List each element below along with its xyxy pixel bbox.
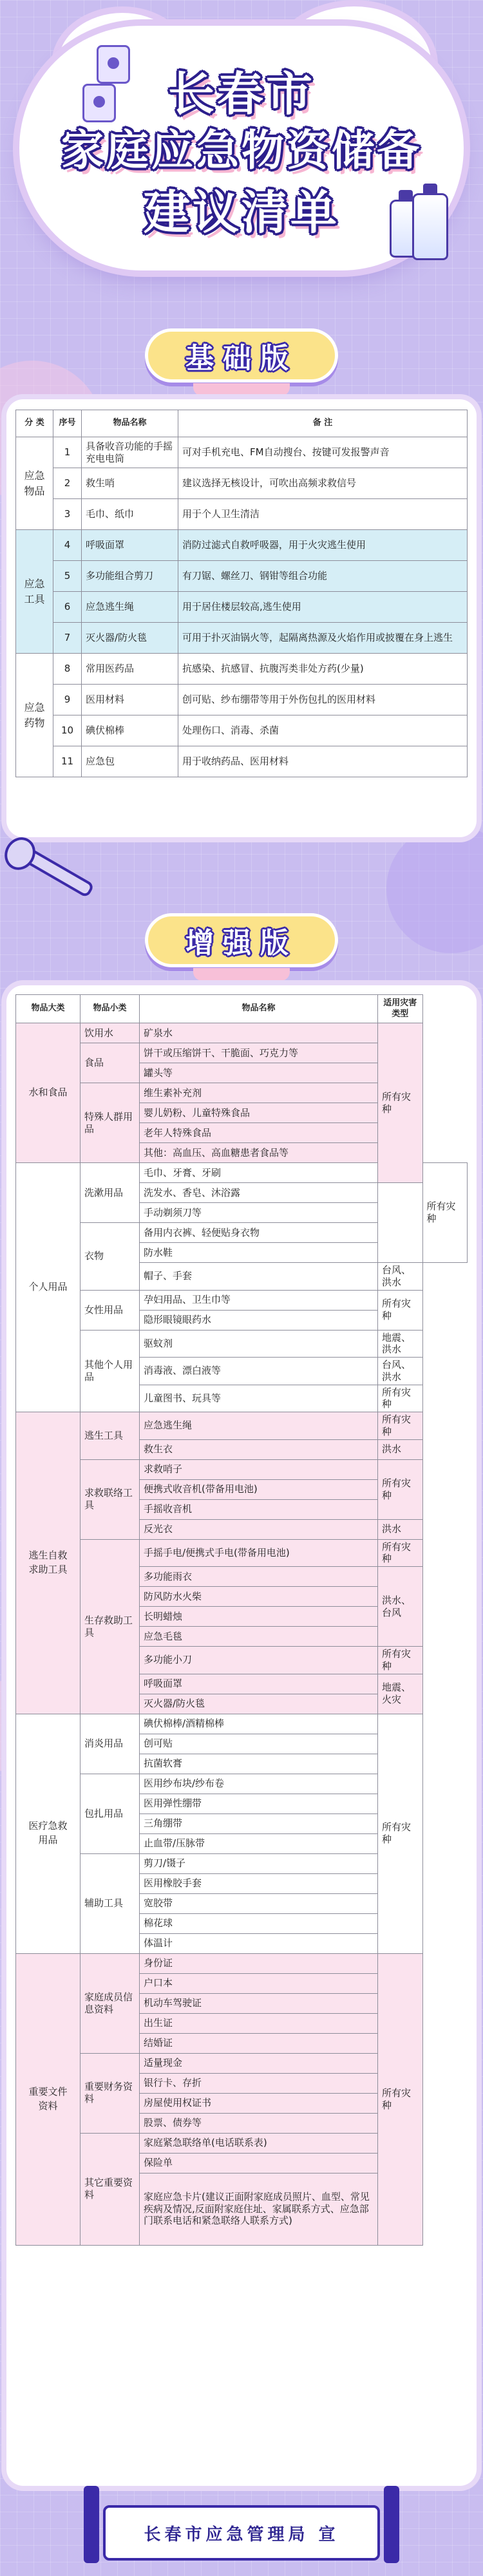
- sub-category-cell: 包扎用品: [80, 1774, 140, 1853]
- item-name: 家庭应急卡片(建议正面附家庭成员照片、血型、常见疾病及情况,反面附家庭住址、家属联系方式、应急部门联系电话和紧急联络人联系方式): [140, 2173, 378, 2245]
- hero-header: [0, 0, 483, 322]
- item-name: 保险单: [140, 2153, 378, 2173]
- table-row: [16, 592, 468, 623]
- table-row: [16, 468, 468, 499]
- badge-tab-decoration: [193, 968, 290, 981]
- enhanced-list-panel: [6, 985, 477, 2486]
- major-category-cell: 水和食品: [16, 1023, 80, 1163]
- basic-table-body: [16, 437, 468, 777]
- item-note: 创可贴、纱布绷带等用于外伤包扎的医用材料: [178, 685, 468, 715]
- item-name: 罐头等: [140, 1063, 378, 1083]
- hazard-type-cell: 地震、火灾: [378, 1674, 423, 1714]
- item-number: 5: [53, 561, 82, 592]
- item-name: 医用材料: [82, 685, 178, 715]
- item-name: 出生证: [140, 2013, 378, 2033]
- item-number: 2: [53, 468, 82, 499]
- major-category-cell: 重要文件资料: [16, 1953, 80, 2245]
- sub-category-cell: 特殊人群用品: [80, 1083, 140, 1163]
- item-name: 救生哨: [82, 468, 178, 499]
- enhanced-header-cell: 物品名称: [140, 995, 378, 1023]
- hazard-type-cell: 所有灾种: [378, 1459, 423, 1519]
- basic-table: [15, 410, 468, 777]
- major-category-cell: 医疗急救用品: [16, 1714, 80, 1953]
- item-number: 6: [53, 592, 82, 623]
- category-cell: 应急物品: [16, 437, 53, 530]
- item-name: 结婚证: [140, 2033, 378, 2053]
- basic-version-badge: 基础版: [145, 328, 338, 383]
- bg-blob: [386, 824, 483, 953]
- table-row: [16, 623, 468, 654]
- page-title-city: 长春市: [167, 67, 315, 121]
- item-name: 防风防水火柴: [140, 1587, 378, 1607]
- page-title-sub: 建议清单: [143, 185, 339, 240]
- item-name: 身份证: [140, 1953, 378, 1973]
- item-note: 建议选择无核设计，可吹出高频求救信号: [178, 468, 468, 499]
- sub-category-cell: 其他个人用品: [80, 1330, 140, 1412]
- basic-table-wrap: [15, 410, 468, 777]
- basic-header-row: [16, 410, 468, 437]
- table-row: [16, 499, 468, 530]
- item-name: 家庭紧急联络单(电话联系表): [140, 2133, 378, 2153]
- sub-category-cell: 家庭成员信息资料: [80, 1953, 140, 2053]
- item-name: 剪刀/镊子: [140, 1853, 378, 1873]
- footer-decoration: [84, 2486, 99, 2563]
- item-name: 隐形眼镜眼药水: [140, 1310, 378, 1330]
- item-name: 呼吸面罩: [82, 530, 178, 561]
- hazard-type-cell: 台风、洪水: [378, 1358, 423, 1385]
- item-name: 孕妇用品、卫生巾等: [140, 1290, 378, 1310]
- item-number: 7: [53, 623, 82, 654]
- basic-header-cell: 备 注: [178, 410, 468, 437]
- hazard-type-cell: 所有灾种: [422, 1163, 468, 1263]
- sub-category-cell: 女性用品: [80, 1290, 140, 1330]
- item-note: 抗感染、抗感冒、抗腹泻类非处方药(少量): [178, 654, 468, 685]
- item-name: 反光衣: [140, 1519, 378, 1539]
- item-name: 应急逃生绳: [82, 592, 178, 623]
- item-note: 用于居住楼层较高,逃生使用: [178, 592, 468, 623]
- item-note: 可用于扑灭油锅火等，起隔离热源及火焰作用或披覆在身上逃生: [178, 623, 468, 654]
- sub-category-cell: 逃生工具: [80, 1412, 140, 1460]
- badge-tab-decoration: [193, 383, 290, 396]
- major-category-cell: 逃生自救求助工具: [16, 1412, 80, 1714]
- basic-header-cell: 物品名称: [82, 410, 178, 437]
- item-name: 体温计: [140, 1933, 378, 1953]
- item-name: 多功能雨衣: [140, 1567, 378, 1587]
- item-name: 毛巾、纸巾: [82, 499, 178, 530]
- table-row: [16, 746, 468, 777]
- item-name: 婴儿奶粉、儿童特殊食品: [140, 1103, 378, 1123]
- item-note: 用于个人卫生清洁: [178, 499, 468, 530]
- item-name: 碘伏棉棒/酒精棉棒: [140, 1714, 378, 1734]
- item-name: 多功能组合剪刀: [82, 561, 178, 592]
- hazard-type-cell: 所有灾种: [378, 1412, 423, 1440]
- item-name: 救生衣: [140, 1439, 378, 1459]
- table-row: [16, 1223, 468, 1243]
- enhanced-header-cell: 物品小类: [80, 995, 140, 1023]
- enhanced-version-badge: 增强版: [145, 913, 338, 967]
- enhanced-table-body: [16, 1023, 468, 2246]
- table-row: [16, 654, 468, 685]
- item-number: 4: [53, 530, 82, 561]
- sub-category-cell: 重要财务资料: [80, 2053, 140, 2133]
- hazard-type-cell: 台风、洪水: [378, 1263, 423, 1291]
- item-note: 可对手机充电、FM自动搜台、按键可发报警声音: [178, 437, 468, 468]
- basic-list-panel: [6, 399, 477, 837]
- hazard-type-cell: 所有灾种: [378, 1023, 423, 1183]
- table-row: [16, 1953, 468, 1973]
- item-name: 帽子、手套: [140, 1263, 378, 1291]
- enhanced-table: [15, 994, 468, 2246]
- enhanced-table-wrap: [15, 994, 468, 2246]
- sub-category-cell: 洗漱用品: [80, 1163, 140, 1223]
- hazard-type-cell: 所有灾种: [378, 1953, 423, 2245]
- item-name: 灭火器/防火毯: [140, 1694, 378, 1714]
- hazard-type-cell: 地震、洪水: [378, 1330, 423, 1358]
- table-row: [16, 1539, 468, 1567]
- item-name: 创可贴: [140, 1734, 378, 1754]
- item-name: 医用橡胶手套: [140, 1873, 378, 1893]
- item-name: 饼干或压缩饼干、干脆面、巧克力等: [140, 1043, 378, 1063]
- item-name: 备用内衣裤、轻便贴身衣物: [140, 1223, 378, 1243]
- item-name: 医用纱布块/纱布卷: [140, 1774, 378, 1794]
- issuer-stamp: 长春市应急管理局 宣: [103, 2505, 380, 2561]
- hazard-type-cell: 所有灾种: [378, 1539, 423, 1567]
- hazard-type-cell: 洪水、台风: [378, 1567, 423, 1647]
- item-number: 3: [53, 499, 82, 530]
- item-name: 维生素补充剂: [140, 1083, 378, 1103]
- item-name: 常用医药品: [82, 654, 178, 685]
- item-name: 抗菌软膏: [140, 1754, 378, 1774]
- item-name: 手动剃须刀等: [140, 1203, 378, 1223]
- item-name: 应急包: [82, 746, 178, 777]
- item-number: 9: [53, 685, 82, 715]
- item-name: 其他：高血压、高血糖患者食品等: [140, 1143, 378, 1163]
- sub-category-cell: 求救联络工具: [80, 1459, 140, 1539]
- table-row: [16, 1330, 468, 1358]
- table-row: [16, 1290, 468, 1310]
- item-number: 1: [53, 437, 82, 468]
- sub-category-cell: 其它重要资料: [80, 2133, 140, 2245]
- table-row: [16, 1023, 468, 1043]
- item-number: 10: [53, 715, 82, 746]
- table-row: [16, 1459, 468, 1479]
- item-name: 灭火器/防火毯: [82, 623, 178, 654]
- item-name: 多功能小刀: [140, 1647, 378, 1674]
- item-name: 房屋使用权证书: [140, 2093, 378, 2113]
- table-row: [16, 715, 468, 746]
- enhanced-header-cell: 物品大类: [16, 995, 80, 1023]
- item-number: 8: [53, 654, 82, 685]
- table-row: [16, 561, 468, 592]
- item-note: 用于收纳药品、医用材料: [178, 746, 468, 777]
- sub-category-cell: 食品: [80, 1043, 140, 1083]
- item-name: 股票、债券等: [140, 2113, 378, 2133]
- table-row: [16, 685, 468, 715]
- hazard-type-cell: 所有灾种: [378, 1290, 423, 1330]
- table-row: [16, 530, 468, 561]
- page-title-main: 家庭应急物资储备: [61, 126, 422, 175]
- item-name: 洗发水、香皂、沐浴露: [140, 1183, 378, 1203]
- footer-decoration: [384, 2486, 399, 2563]
- enhanced-header-cell: 适用灾害类型: [378, 995, 423, 1023]
- hazard-type-cell: 所有灾种: [378, 1647, 423, 1674]
- sub-category-cell: 消炎用品: [80, 1714, 140, 1774]
- item-name: 止血带/压脉带: [140, 1833, 378, 1853]
- major-category-cell: 个人用品: [16, 1163, 80, 1412]
- basic-header-cell: 分 类: [16, 410, 53, 437]
- item-name: 银行卡、存折: [140, 2073, 378, 2093]
- sub-category-cell: 衣物: [80, 1223, 140, 1291]
- table-row: [16, 437, 468, 468]
- enhanced-header-row: [16, 995, 468, 1023]
- item-name: 驱蚊剂: [140, 1330, 378, 1358]
- wrench-icon: [15, 843, 95, 898]
- item-name: 求救哨子: [140, 1459, 378, 1479]
- item-name: 户口本: [140, 1973, 378, 1993]
- item-name: 手摇手电/便携式手电(带备用电池): [140, 1539, 378, 1567]
- item-name: 应急毛毯: [140, 1627, 378, 1647]
- category-cell: 应急工具: [16, 530, 53, 654]
- hazard-type-cell: 所有灾种: [378, 1385, 423, 1412]
- item-name: 宽胶带: [140, 1893, 378, 1913]
- item-note: 处理伤口、消毒、杀菌: [178, 715, 468, 746]
- item-note: 有刀锯、螺丝刀、钢钳等组合功能: [178, 561, 468, 592]
- hazard-type-cell: 洪水: [378, 1519, 423, 1539]
- item-name: 棉花球: [140, 1913, 378, 1933]
- item-name: 呼吸面罩: [140, 1674, 378, 1694]
- basic-header-cell: 序号: [53, 410, 82, 437]
- item-note: 消防过滤式自救呼吸器，用于火灾逃生使用: [178, 530, 468, 561]
- category-cell: 应急药物: [16, 654, 53, 777]
- item-name: 老年人特殊食品: [140, 1123, 378, 1143]
- item-name: 便携式收音机(带备用电池): [140, 1479, 378, 1499]
- item-name: 长明蜡烛: [140, 1607, 378, 1627]
- item-number: 11: [53, 746, 82, 777]
- item-name: 适量现金: [140, 2053, 378, 2073]
- item-name: 具备收音功能的手摇充电电筒: [82, 437, 178, 468]
- table-row: [16, 1714, 468, 1734]
- item-name: 手摇收音机: [140, 1499, 378, 1519]
- sub-category-cell: 辅助工具: [80, 1853, 140, 1953]
- item-name: 毛巾、牙膏、牙刷: [140, 1163, 378, 1183]
- item-name: 机动车驾驶证: [140, 1993, 378, 2013]
- sub-category-cell: 饮用水: [80, 1023, 140, 1043]
- item-name: 应急逃生绳: [140, 1412, 378, 1440]
- hazard-type-cell: 所有灾种: [378, 1714, 423, 1953]
- item-name: 医用弹性绷带: [140, 1794, 378, 1814]
- table-row: [16, 1412, 468, 1440]
- item-name: 矿泉水: [140, 1023, 378, 1043]
- item-name: 儿童图书、玩具等: [140, 1385, 378, 1412]
- item-name: 消毒液、漂白液等: [140, 1358, 378, 1385]
- sub-category-cell: 生存救助工具: [80, 1539, 140, 1714]
- hazard-type-cell: 洪水: [378, 1439, 423, 1459]
- item-name: 防水鞋: [140, 1243, 378, 1263]
- item-name: 碘伏棉棒: [82, 715, 178, 746]
- item-name: 三角绷带: [140, 1814, 378, 1833]
